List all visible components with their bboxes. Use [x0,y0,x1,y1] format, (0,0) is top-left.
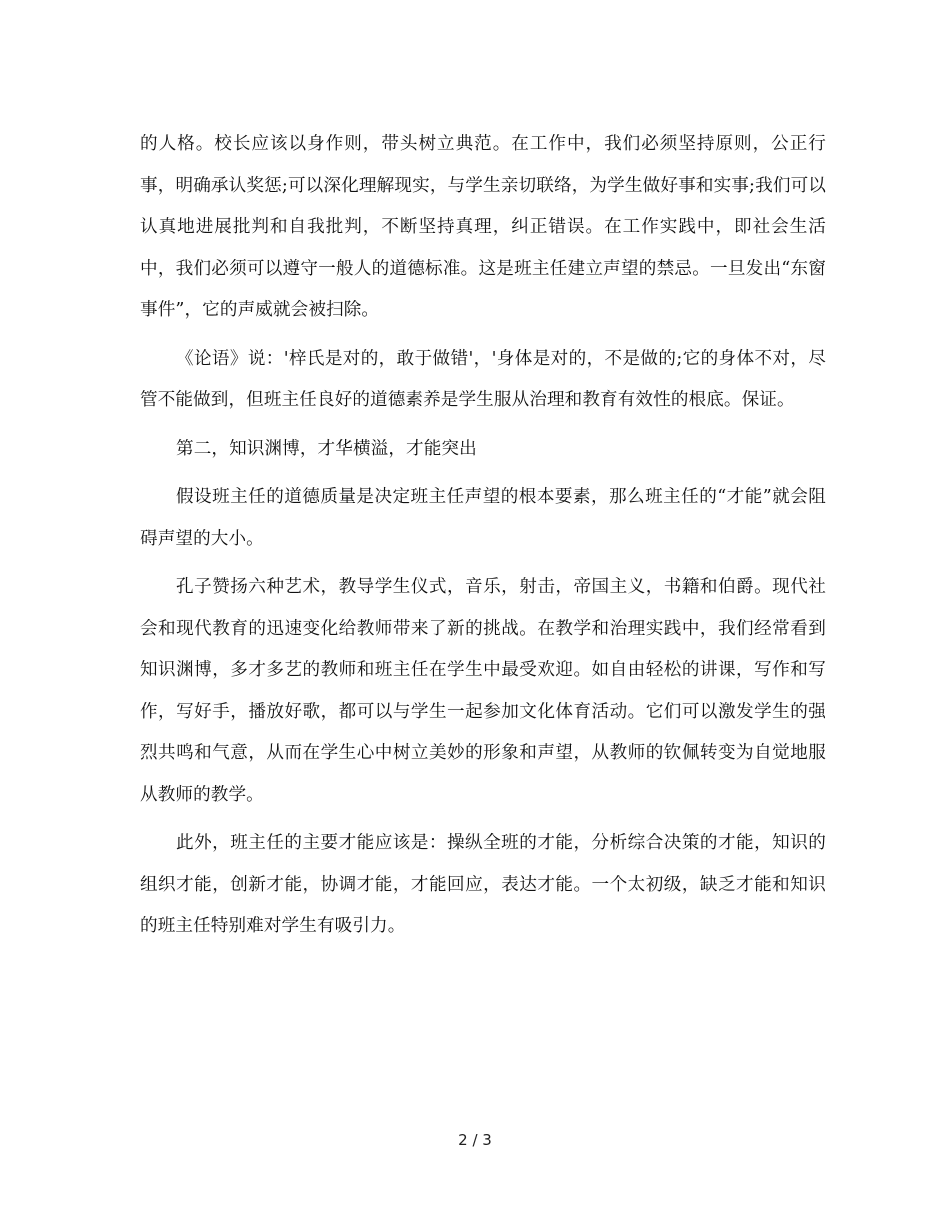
paragraph-5: 孔子赞扬六种艺术，教导学生仪式，音乐，射击，帝国主义，书籍和伯爵。现代社会和现代教育的迅速变化给教师带来了新的挑战。在教学和治理实践中，我们经常看到知识渊博，多才多艺的教师和班主任在学生中最受欢迎。如自由轻松的讲课，写作和写作，写好手，播放好歌，都可以与学生一起参加文化体育活动。它们可以激发学生的强烈共鸣和气意，从而在学生心中树立美妙的形象和声望，从教师的钦佩转变为自觉地服从教师的教学。 [140,577,826,805]
section-heading: 第二，知识渊博，才华横溢，才能突出 [176,438,477,459]
paragraph-6: 此外，班主任的主要才能应该是：操纵全班的才能，分析综合决策的才能，知识的组织才能，创新才能，协调才能，才能回应，表达才能。一个太初级，缺乏才能和知识的班主任特别难对学生有吸引力。 [140,833,826,936]
page-number: 2 / 3 [458,1131,492,1149]
paragraph-1: 的人格。校长应该以身作则，带头树立典范。在工作中，我们必须坚持原则，公正行事，明确承认奖惩;可以深化理解现实，与学生亲切联络，为学生做好事和实事;我们可以认真地进展批判和自我批判，不断坚持真理，纠正错误。在工作实践中，即社会生活中，我们必须可以遵守一般人的道德标准。这是班主任建立声望的禁忌。一旦发出“东窗事件”，它的声威就会被扫除。 [140,134,826,320]
paragraph-2: 《论语》说：'梓氏是对的，敢于做错'，'身体是对的，不是做的;它的身体不对，尽管不能做到，但班主任良好的道德素养是学生服从治理和教育有效性的根底。保证。 [140,348,826,410]
document-body [140,124,826,955]
paragraph-4: 假设班主任的道德质量是决定班主任声望的根本要素，那么班主任的“才能”就会阻碍声望的大小。 [140,487,826,549]
